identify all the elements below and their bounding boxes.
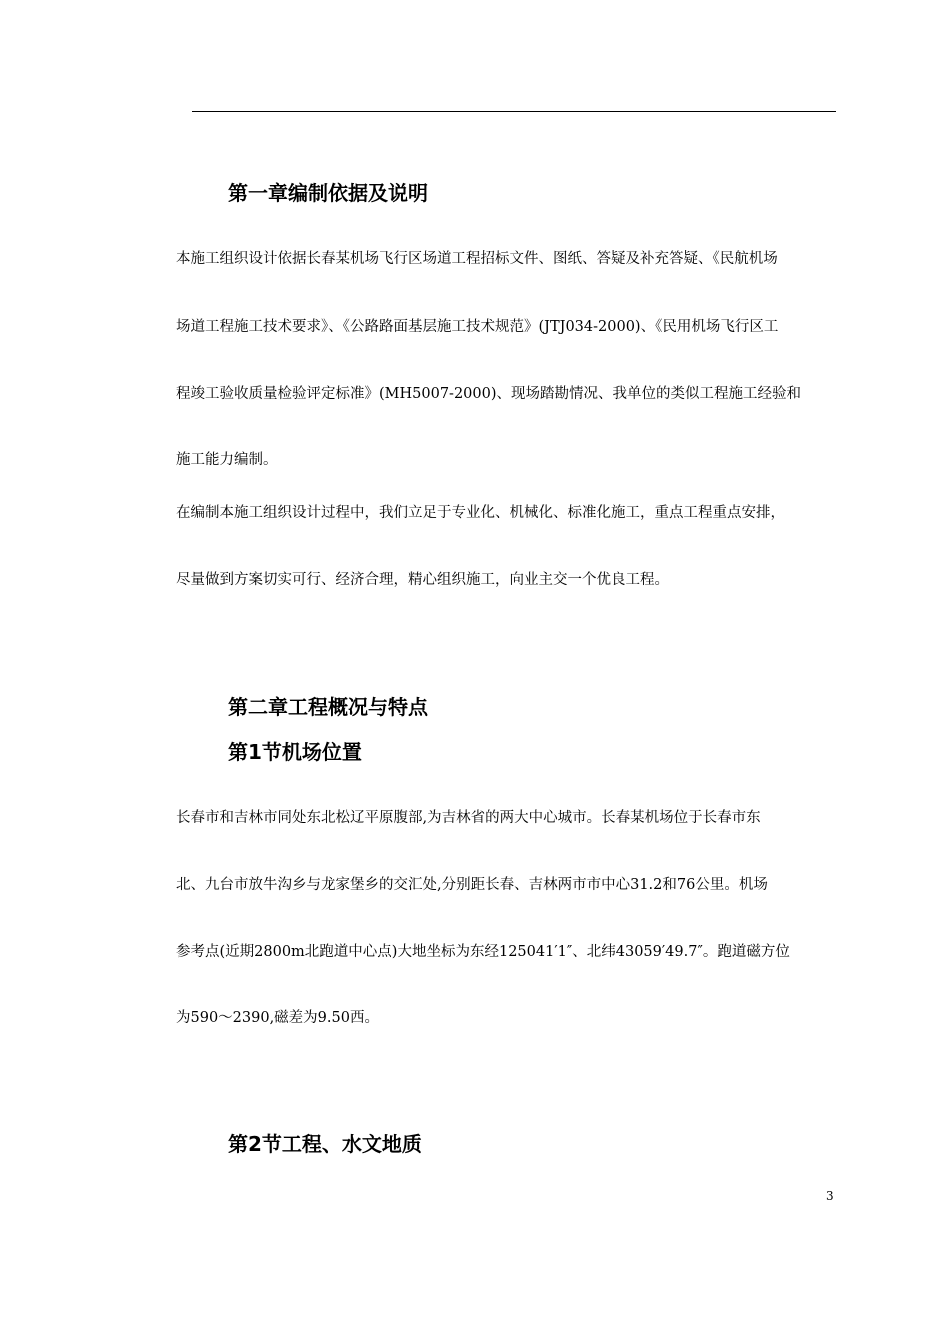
paragraph-line: 为590～2390,磁差为9.50西。 <box>176 1010 379 1026</box>
paragraph-line: 场道工程施工技术要求》、《公路路面基层施工技术规范》(JTJ034-2000)、《民用机场飞行区工 <box>176 319 779 335</box>
paragraph-line: 参考点(近期2800m北跑道中心点)大地坐标为东经125041′1″、北纬43059′49.7″。跑道磁方位 <box>176 944 790 960</box>
page-number: 3 <box>826 1189 834 1203</box>
paragraph-line: 北、九台市放牛沟乡与龙家堡乡的交汇处,分别距长春、吉林两市市中心31.2和76公里。机场 <box>176 877 768 893</box>
chapter-2-heading: 第二章工程概况与特点 <box>228 695 428 719</box>
paragraph-line: 在编制本施工组织设计过程中，我们立足于专业化、机械化、标准化施工，重点工程重点安排， <box>176 505 785 521</box>
paragraph-line: 尽量做到方案切实可行、经济合理，精心组织施工，向业主交一个优良工程。 <box>176 572 669 588</box>
paragraph-line: 长春市和吉林市同处东北松辽平原腹部,为吉林省的两大中心城市。长春某机场位于长春市东 <box>176 810 761 826</box>
paragraph-line: 施工能力编制。 <box>176 452 278 468</box>
section-1-heading: 第1节机场位置 <box>228 740 362 764</box>
section-2-heading: 第2节工程、水文地质 <box>228 1132 422 1156</box>
paragraph-line: 本施工组织设计依据长春某机场飞行区场道工程招标文件、图纸、答疑及补充答疑、《民航机场 <box>176 251 778 267</box>
paragraph-line: 程竣工验收质量检验评定标准》(MH5007-2000)、现场踏勘情况、我单位的类似工程施工经验和 <box>176 386 802 402</box>
chapter-1-heading: 第一章编制依据及说明 <box>228 181 428 205</box>
header-rule <box>192 111 836 112</box>
